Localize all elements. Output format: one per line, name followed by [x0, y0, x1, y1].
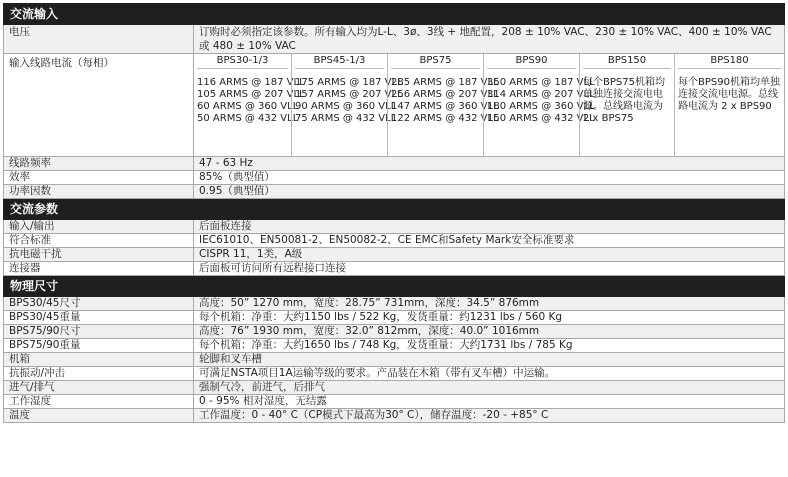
spec-row-connectors [4, 262, 785, 276]
model-current-grid [194, 54, 784, 156]
model-note: 每个BPS75机箱均单独连接交流电电源。总线路电流为 2 x BPS75 [583, 77, 665, 124]
spec-label: 工作湿度 [4, 395, 194, 409]
spec-label: 功率因数 [4, 185, 194, 199]
model-column [674, 54, 784, 156]
spec-label: BPS30/45重量 [4, 311, 194, 325]
spec-value: IEC61010、EN50081-2、EN50082-2、CE EMC和Safety Mark安全标准要求 [194, 234, 785, 248]
model-name: BPS150 [583, 54, 671, 69]
spec-value [194, 54, 785, 157]
current-line: 147 ARMS @ 360 VLL [391, 101, 499, 112]
spec-label: 抗电磁干扰 [4, 248, 194, 262]
model-name: BPS30-1/3 [197, 54, 288, 69]
spec-label: 机箱 [4, 353, 194, 367]
spec-label: BPS75/90重量 [4, 339, 194, 353]
spec-table [3, 3, 785, 423]
current-line: 105 ARMS @ 207 VLL [197, 89, 305, 100]
model-column [579, 54, 674, 156]
current-line: 150 ARMS @ 432 VLL [487, 113, 595, 124]
model-column [387, 54, 499, 156]
spec-value: 工作温度：0 - 40° C（CP模式下最高为30° C），储存温度：-20 - +85° C [194, 409, 785, 423]
current-line: 75 ARMS @ 432 VLL [295, 113, 397, 124]
spec-table-container [3, 3, 785, 475]
spec-value: 47 - 63 Hz [194, 157, 785, 171]
spec-value: 每个机箱：净重：大约1650 lbs / 748 Kg，发货重量：大约1731 lbs / 785 Kg [194, 339, 785, 353]
spec-row-humidity [4, 395, 785, 409]
spec-row-voltage [4, 25, 785, 54]
current-line: 285 ARMS @ 187 VLL [391, 77, 499, 88]
current-line: 50 ARMS @ 432 VLL [197, 113, 299, 124]
spec-row-bps30-45-size [4, 297, 785, 311]
current-line: 180 ARMS @ 360 VLL [487, 101, 595, 112]
section-header-physical [4, 276, 785, 297]
spec-row-power-factor [4, 185, 785, 199]
spec-label: 输入/输出 [4, 220, 194, 234]
spec-row-vibration [4, 367, 785, 381]
spec-label: 进气/排气 [4, 381, 194, 395]
spec-value: 0.95（典型值） [194, 185, 785, 199]
spec-value: 85%（典型值） [194, 171, 785, 185]
model-note: 每个BPS90机箱均单独连接交流电电源。总线路电流为 2 x BPS90 [678, 77, 780, 112]
current-line: 116 ARMS @ 187 VLL [197, 77, 305, 88]
spec-value: 高度：50” 1270 mm，宽度：28.75” 731mm，深度：34.5” 876mm [194, 297, 785, 311]
model-column [194, 54, 305, 156]
current-line: 157 ARMS @ 207 VLL [295, 89, 403, 100]
model-name: BPS180 [678, 54, 781, 69]
model-name: BPS90 [487, 54, 576, 69]
spec-value: 每个机箱：净重：大约1150 lbs / 522 Kg，发货重量：约1231 lbs / 560 Kg [194, 311, 785, 325]
current-line: 256 ARMS @ 207 VLL [391, 89, 499, 100]
model-name: BPS75 [391, 54, 480, 69]
section-title: 交流参数 [4, 199, 785, 220]
spec-row-cabinet [4, 353, 785, 367]
spec-label: 输入线路电流（每相） [4, 54, 194, 157]
current-line: 175 ARMS @ 187 VLL [295, 77, 403, 88]
spec-value: 0 - 95% 相对湿度，无结露 [194, 395, 785, 409]
spec-value: 订购时必须指定该参数。所有输入均为L-L、3ø、3线 + 地配置，208 ± 10% VAC、230 ± 10% VAC、400 ± 10% VAC或 480 ± 10% VAC [194, 25, 785, 54]
spec-label: 符合标准 [4, 234, 194, 248]
spec-row-bps75-90-size [4, 325, 785, 339]
section-header-ac-input [4, 4, 785, 25]
spec-value: 轮脚和叉车槽 [194, 353, 785, 367]
section-title: 物理尺寸 [4, 276, 785, 297]
spec-row-efficiency [4, 171, 785, 185]
spec-value: CISPR 11，1类，A级 [194, 248, 785, 262]
section-title: 交流输入 [4, 4, 785, 25]
spec-row-bps75-90-weight [4, 339, 785, 353]
spec-label: 电压 [4, 25, 194, 54]
current-line: 350 ARMS @ 187 VLL [487, 77, 595, 88]
current-line: 122 ARMS @ 432 VLL [391, 113, 499, 124]
spec-label: 效率 [4, 171, 194, 185]
spec-value: 后面板可访问所有远程接口连接 [194, 262, 785, 276]
spec-label: 连接器 [4, 262, 194, 276]
spec-row-standards [4, 234, 785, 248]
spec-value: 高度：76” 1930 mm，宽度：32.0” 812mm，深度：40.0” 1016mm [194, 325, 785, 339]
spec-row-io [4, 220, 785, 234]
model-name: BPS45-1/3 [295, 54, 384, 69]
spec-row-airflow [4, 381, 785, 395]
section-header-ac-params [4, 199, 785, 220]
spec-label: BPS75/90尺寸 [4, 325, 194, 339]
spec-row-line-frequency [4, 157, 785, 171]
model-column [291, 54, 403, 156]
spec-label: 温度 [4, 409, 194, 423]
spec-row-temperature [4, 409, 785, 423]
spec-row-input-current [4, 54, 785, 157]
spec-label: 线路频率 [4, 157, 194, 171]
current-line: 314 ARMS @ 207 VLL [487, 89, 595, 100]
spec-row-emi [4, 248, 785, 262]
spec-label: 抗振动/冲击 [4, 367, 194, 381]
spec-label: BPS30/45尺寸 [4, 297, 194, 311]
spec-value: 强制气冷，前进气，后排气 [194, 381, 785, 395]
spec-row-bps30-45-weight [4, 311, 785, 325]
spec-value: 可满足NSTA项目1A运输等级的要求。产品装在木箱（带有叉车槽）中运输。 [194, 367, 785, 381]
spec-value: 后面板连接 [194, 220, 785, 234]
model-column [483, 54, 595, 156]
current-line: 60 ARMS @ 360 VLL [197, 101, 299, 112]
current-line: 90 ARMS @ 360 VLL [295, 101, 397, 112]
